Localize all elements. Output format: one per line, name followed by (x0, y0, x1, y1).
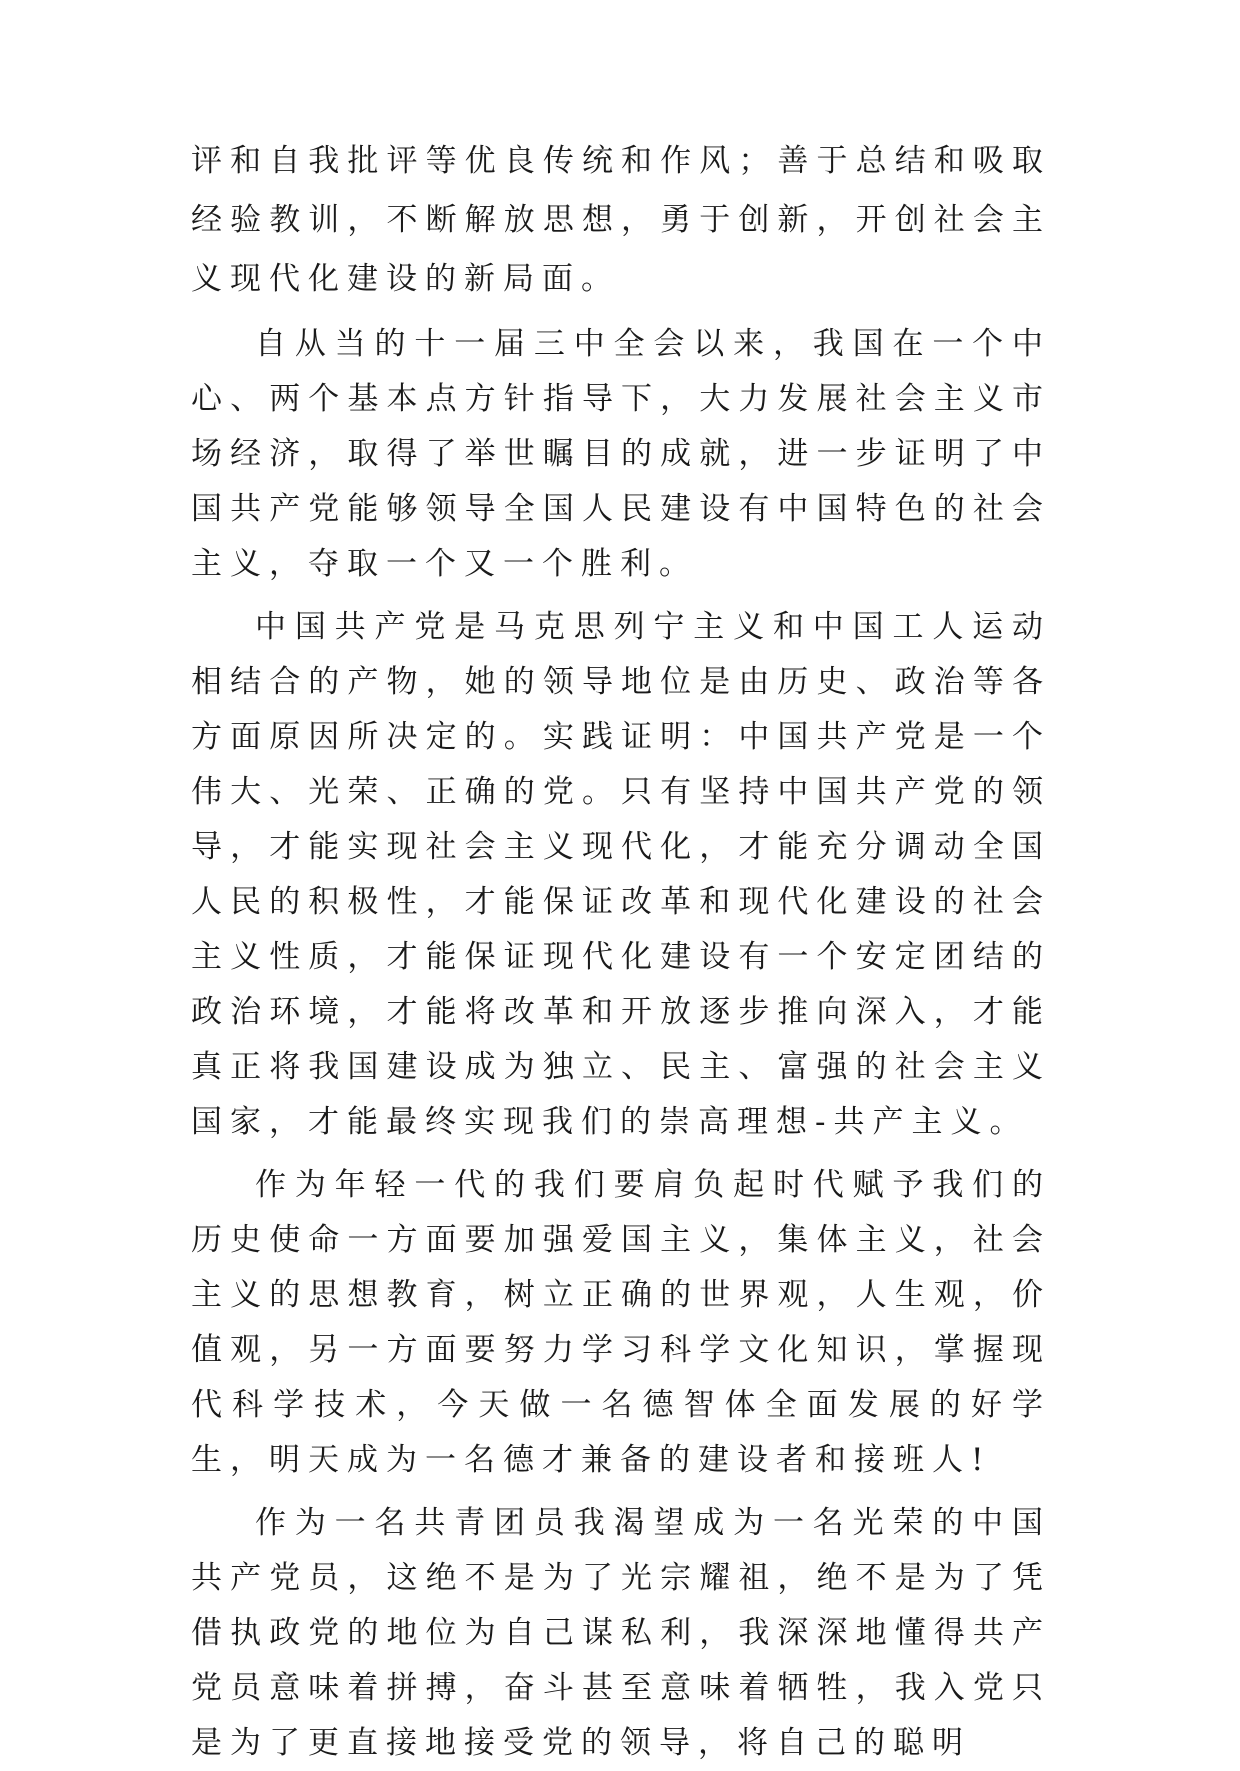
paragraph-youth-mission: 作为年轻一代的我们要肩负起时代赋予我们的历史使命一方面要加强爱国主义，集体主义，社会主义的思想教育，树立正确的世界观，人生观，价值观，另一方面要努力学习科学文化知识，掌握现代科学技术，今天做一名德智体全面发展的好学生，明天成为一名德才兼备的建设者和接班人! (191, 1167, 1051, 1478)
paragraph-membership-aspiration: 作为一名共青团员我渴望成为一名光荣的中国共产党员，这绝不是为了光宗耀祖，绝不是为了凭借执政党的地位为自己谋私利，我深深地懂得共产党员意味着拼搏，奋斗甚至意味着牺牲，我入党只是为了更直接地接受党的领导，将自己的聪明 (191, 1505, 1051, 1761)
paragraph-continuation: 评和自我批评等优良传统和作风；善于总结和吸取经验教训，不断解放思想，勇于创新，开创社会主义现代化建设的新局面。 (191, 143, 1051, 297)
paragraph-party-leadership: 中国共产党是马克思列宁主义和中国工人运动相结合的产物，她的领导地位是由历史、政治等各方面原因所决定的。实践证明：中国共产党是一个伟大、光荣、正确的党。只有坚持中国共产党的领导，才能实现社会主义现代化，才能充分调动全国人民的积极性，才能保证改革和现代化建设的社会主义性质，才能保证现代化建设有一个安定团结的政治环境，才能将改革和开放逐步推向深入，才能真正将我国建设成为独立、民主、富强的社会主义国家，才能最终实现我们的崇高理想-共产主义。 (191, 609, 1051, 1140)
document-body (191, 132, 1051, 1771)
paragraph-reform-achievements: 自从当的十一届三中全会以来，我国在一个中心、两个基本点方针指导下，大力发展社会主义市场经济，取得了举世瞩目的成就，进一步证明了中国共产党能够领导全国人民建设有中国特色的社会主义，夺取一个又一个胜利。 (191, 326, 1051, 582)
